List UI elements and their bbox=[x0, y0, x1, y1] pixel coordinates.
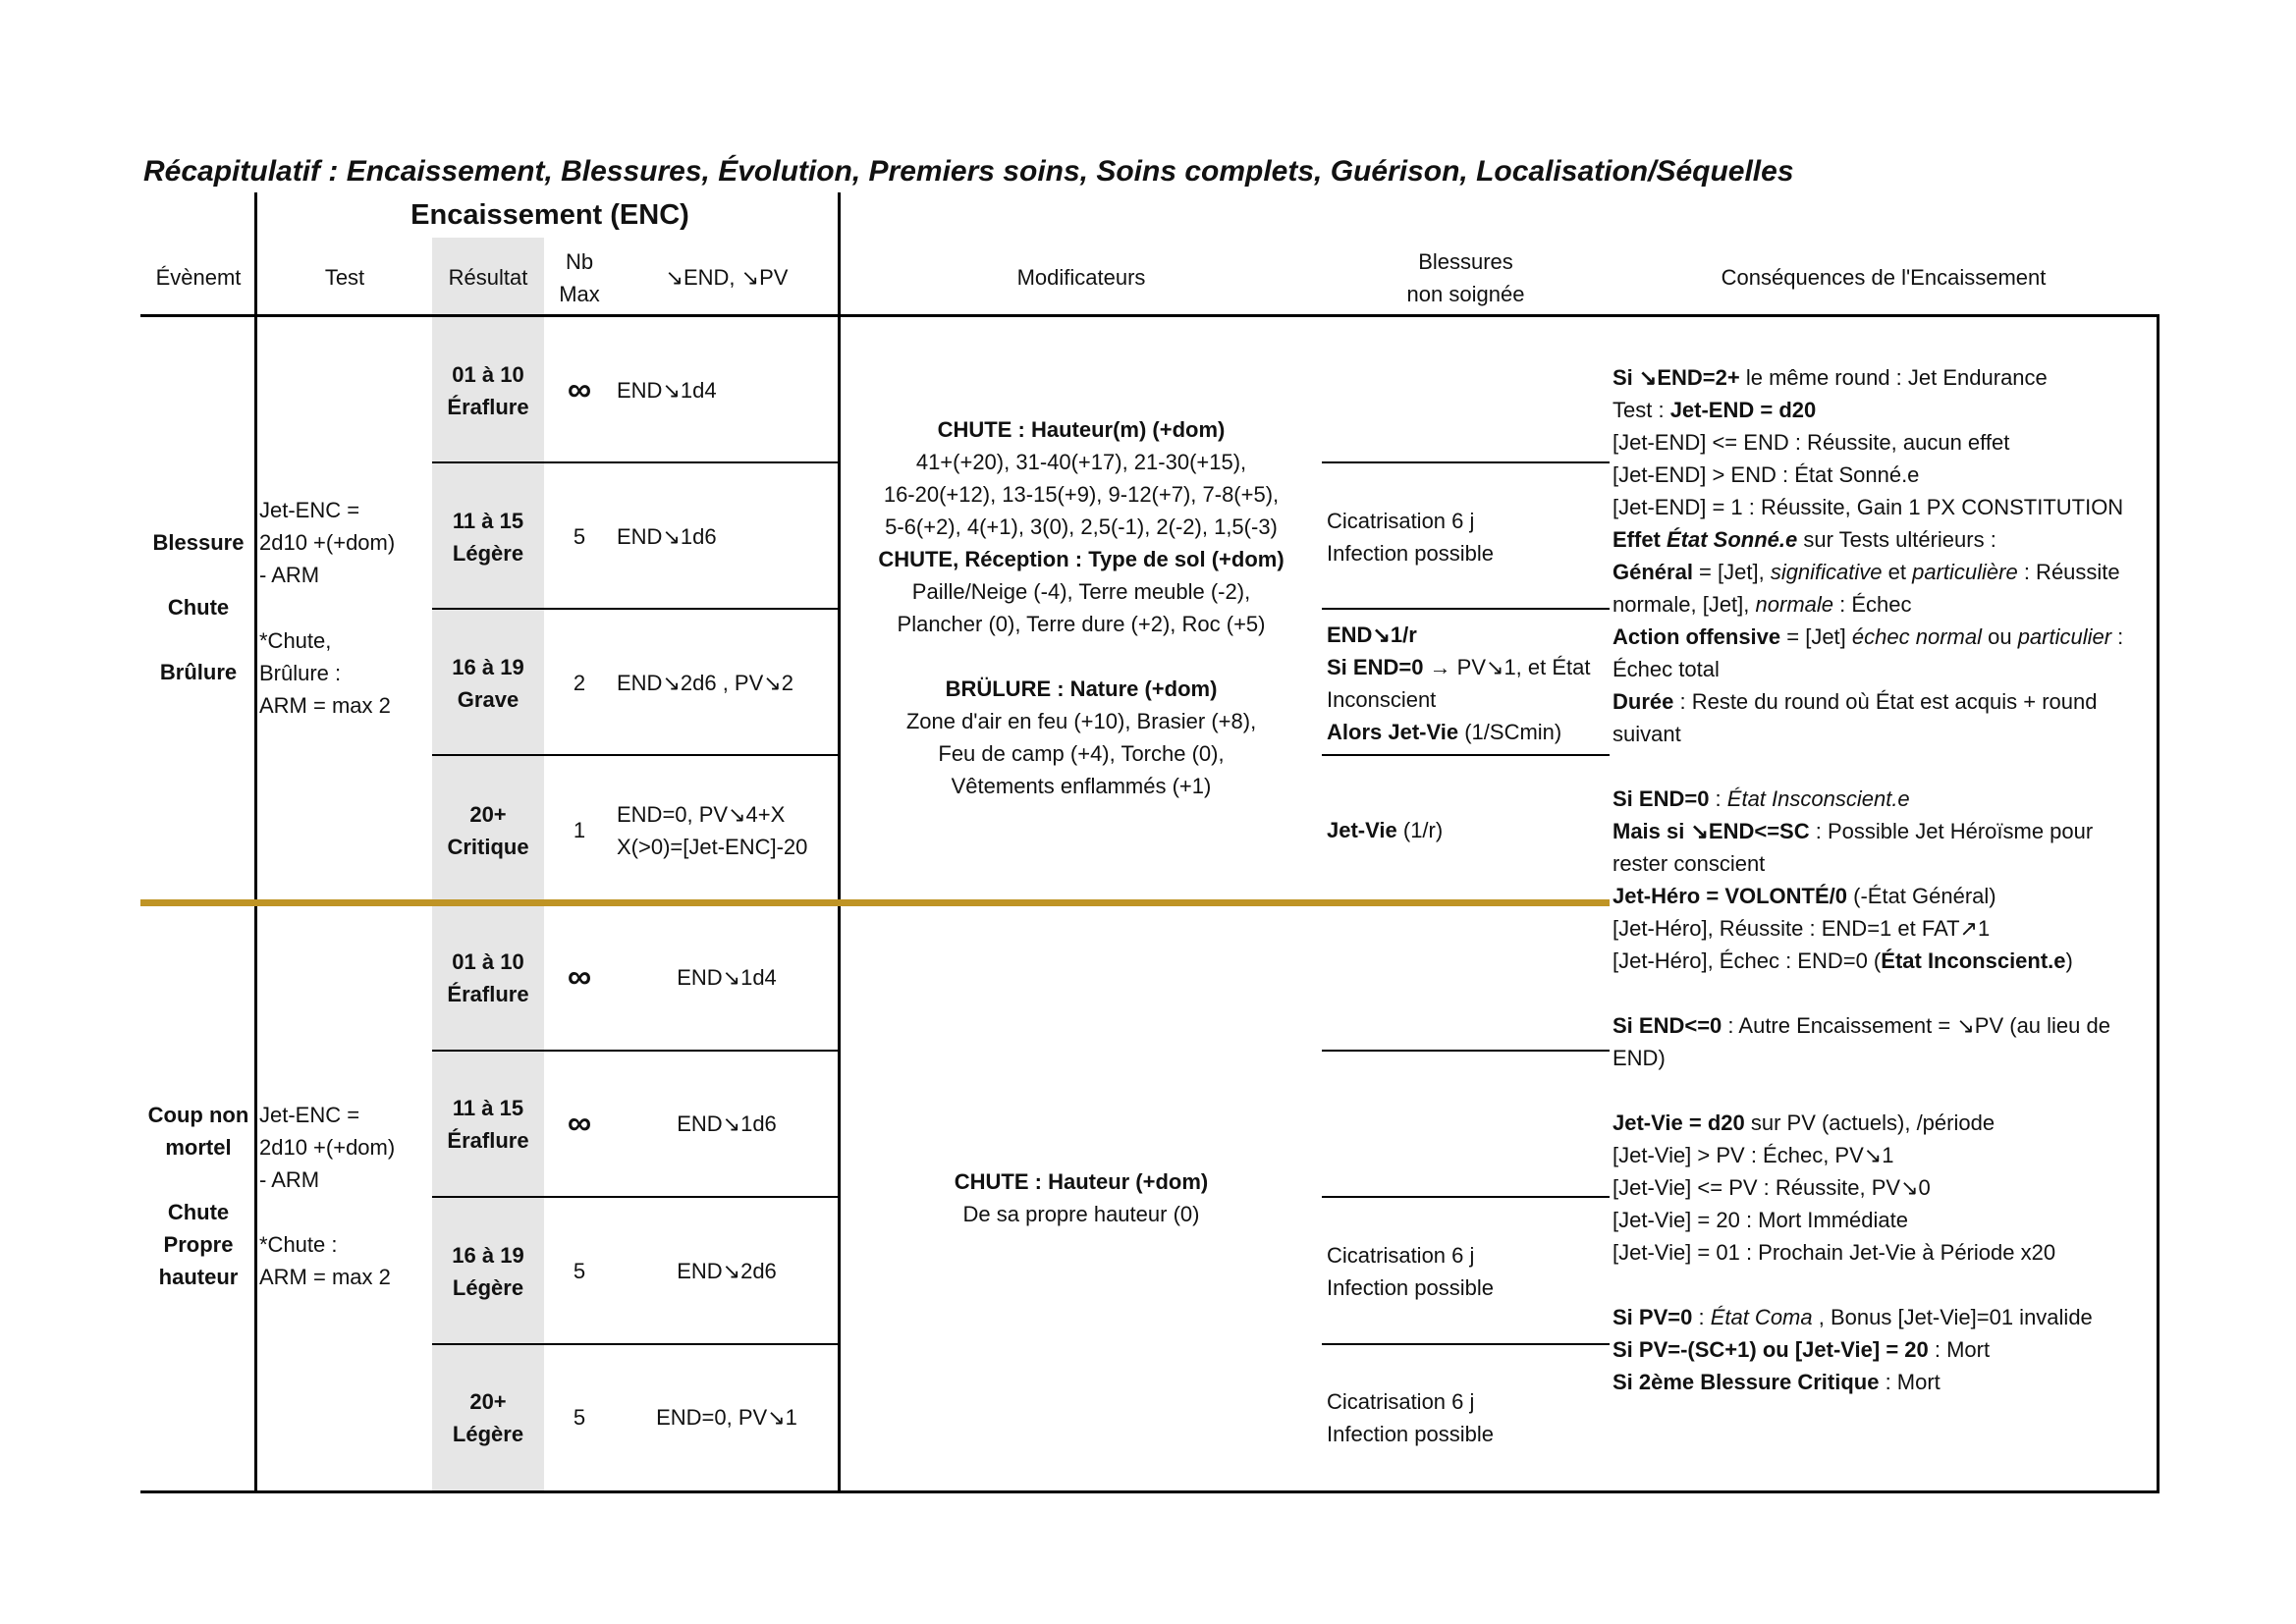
header-nb: Nb bbox=[565, 249, 594, 274]
header-test: Test bbox=[324, 265, 365, 290]
nb-max: ∞ bbox=[567, 1105, 592, 1142]
effect: END↘2d6 , PV↘2 bbox=[617, 671, 793, 695]
test-note: *Chute, Brûlure : ARM = max 2 bbox=[259, 628, 391, 718]
effect: END↘1d4 bbox=[677, 965, 777, 990]
row-rule bbox=[432, 754, 839, 756]
unhealed-rule bbox=[1322, 608, 1610, 610]
test-formula: Jet-ENC = 2d10 +(+dom) - ARM *Chute : ARM = max 2 bbox=[259, 1103, 396, 1289]
header-modificateurs: Modificateurs bbox=[1016, 265, 1146, 290]
header-end-pv: ↘END, ↘PV bbox=[665, 265, 789, 290]
result-eraflure: 11 à 15 Éraflure bbox=[447, 1096, 529, 1153]
divider-encaissement-modificateurs bbox=[838, 192, 841, 1493]
result-eraflure: 01 à 10 Éraflure bbox=[447, 362, 529, 419]
effect: END↘1d6 bbox=[677, 1111, 777, 1136]
event-coup-non-mortel: Coup non mortel Chute Propre hauteur bbox=[147, 1103, 249, 1289]
row-rule bbox=[432, 1343, 839, 1345]
row-rule bbox=[432, 1050, 839, 1052]
result-grave: 16 à 19 Grave bbox=[452, 655, 524, 712]
result-eraflure: 01 à 10 Éraflure bbox=[447, 949, 529, 1006]
unhealed-legere: Cicatrisation 6 j Infection possible bbox=[1327, 1389, 1494, 1446]
section-separator bbox=[140, 899, 1610, 906]
unhealed-legere: Cicatrisation 6 j Infection possible bbox=[1327, 509, 1494, 566]
nb-max: ∞ bbox=[567, 958, 592, 996]
unhealed-rule bbox=[1322, 1050, 1610, 1052]
header-event: Évènemt bbox=[155, 265, 242, 290]
event-brulure: Brûlure bbox=[159, 660, 238, 684]
modificateurs-block: CHUTE : Hauteur(m) (+dom) 41+(+20), 31-40(+17), 21-30(+15), 16-20(+12), 13-15(+9), 9-12(+7), 7-8(+5), 5-6(+2), 4(+1), 3(0), 2,5(-1), 2(-2), 1,5(-3) CHUTE, Réception : Type de sol (+dom) Paille/Neige (-4), Terre meuble (-2), Plancher (0), Terre dure (+2), Roc (+5) BRÜLURE : Nature (+dom) Zone d'air en feu (+10), Brasier (+8), Feu de camp (+4), Torche (0), Vêtements enflammés (+1) bbox=[878, 417, 1285, 798]
effect: END=0, PV↘4+X X(>0)=[Jet-ENC]-20 bbox=[617, 802, 808, 859]
nb-max: 5 bbox=[573, 1259, 586, 1283]
header-rule bbox=[140, 314, 2159, 317]
document-title: Récapitulatif : Encaissement, Blessures, Évolution, Premiers soins, Soins complets, Guérison, Localisation/Séquelles bbox=[143, 155, 1794, 188]
modificateurs-chute-propre: CHUTE : Hauteur (+dom) De sa propre hauteur (0) bbox=[954, 1169, 1209, 1226]
table-bottom-rule bbox=[140, 1490, 2159, 1493]
nb-max: 5 bbox=[573, 524, 586, 549]
header-consequences: Conséquences de l'Encaissement bbox=[1721, 265, 2047, 290]
header-non-soignee: non soignée bbox=[1406, 282, 1525, 306]
result-critique: 20+ Critique bbox=[447, 802, 529, 859]
nb-max: 5 bbox=[573, 1405, 586, 1430]
header-max: Max bbox=[559, 282, 600, 306]
nb-max: ∞ bbox=[567, 371, 592, 408]
unhealed-rule bbox=[1322, 461, 1610, 463]
row-rule bbox=[432, 608, 839, 610]
result-legere: 20+ Légère bbox=[452, 1389, 524, 1446]
header-result: Résultat bbox=[448, 265, 528, 290]
effect: END↘1d6 bbox=[617, 524, 717, 549]
effect: END↘2d6 bbox=[677, 1259, 777, 1283]
result-legere: 11 à 15 Légère bbox=[452, 509, 524, 566]
nb-max: 1 bbox=[573, 818, 586, 842]
unhealed-rule bbox=[1322, 754, 1610, 756]
result-legere: 16 à 19 Légère bbox=[452, 1243, 524, 1300]
unhealed-rule bbox=[1322, 1196, 1610, 1198]
group-header: Encaissement (ENC) bbox=[410, 199, 689, 231]
divider-event-test bbox=[254, 192, 257, 1493]
table-right-border bbox=[2157, 314, 2159, 1493]
effect: END=0, PV↘1 bbox=[656, 1405, 797, 1430]
event-chute: Chute bbox=[167, 595, 230, 620]
row-rule bbox=[432, 1196, 839, 1198]
header-blessures: Blessures bbox=[1418, 249, 1513, 274]
consequences-block: Si ↘END=2+ le même round : Jet Endurance Test : Jet-END = d20 [Jet-END] <= END : Réussite, aucun effet [Jet-END] > END : État Sonné.e [Jet-END] = 1 : Réussite, Gain 1 PX CONSTITUTION Effet État Sonné.e sur Tests ultérieurs : Général = [Jet], significative et particulière : Réussite normale, [Jet], normale : Échec Action offensive = [Jet] échec normal ou particulier : Échec total Durée : Reste du round où État est acquis + round suivant Si END=0 : État Insconscient.e Mais si ↘END<=SC : Possible Jet Héroïsme pour rester conscient Jet-Héro = VOLONTÉ/0 (-État Général) [Jet-Héro], Réussite : END=1 et FAT↗1 [Jet-Héro], Échec : END=0 (État Inconscient.e) Si END<=0 : Autre Encaissement = ↘PV (au lieu de END) Jet-Vie = d20 sur PV (actuels), /période [Jet-Vie] > PV : Échec, PV↘1 [Jet-Vie] <= PV : Réussite, PV↘0 [Jet-Vie] = 20 : Mort Immédiate [Jet-Vie] = 01 : Prochain Jet-Vie à Période x20 Si PV=0 : État Coma , Bonus [Jet-Vie]=01 invalide Si PV=-(SC+1) ou [Jet-Vie] = 20 : Mort Si 2ème Blessure Critique : Mort bbox=[1613, 365, 2124, 1394]
row-rule bbox=[432, 461, 839, 463]
unhealed-rule bbox=[1322, 1343, 1610, 1345]
unhealed-grave: END↘1/r Si END=0 → PV↘1, et État Inconscient Alors Jet-Vie (1/SCmin) bbox=[1327, 623, 1591, 744]
test-formula: Jet-ENC = 2d10 +(+dom) - ARM bbox=[259, 498, 396, 587]
unhealed-critique: Jet-Vie (1/r) bbox=[1327, 818, 1444, 842]
nb-max: 2 bbox=[573, 671, 586, 695]
unhealed-legere: Cicatrisation 6 j Infection possible bbox=[1327, 1243, 1494, 1300]
event-blessure: Blessure bbox=[152, 530, 245, 555]
effect: END↘1d4 bbox=[617, 378, 717, 403]
